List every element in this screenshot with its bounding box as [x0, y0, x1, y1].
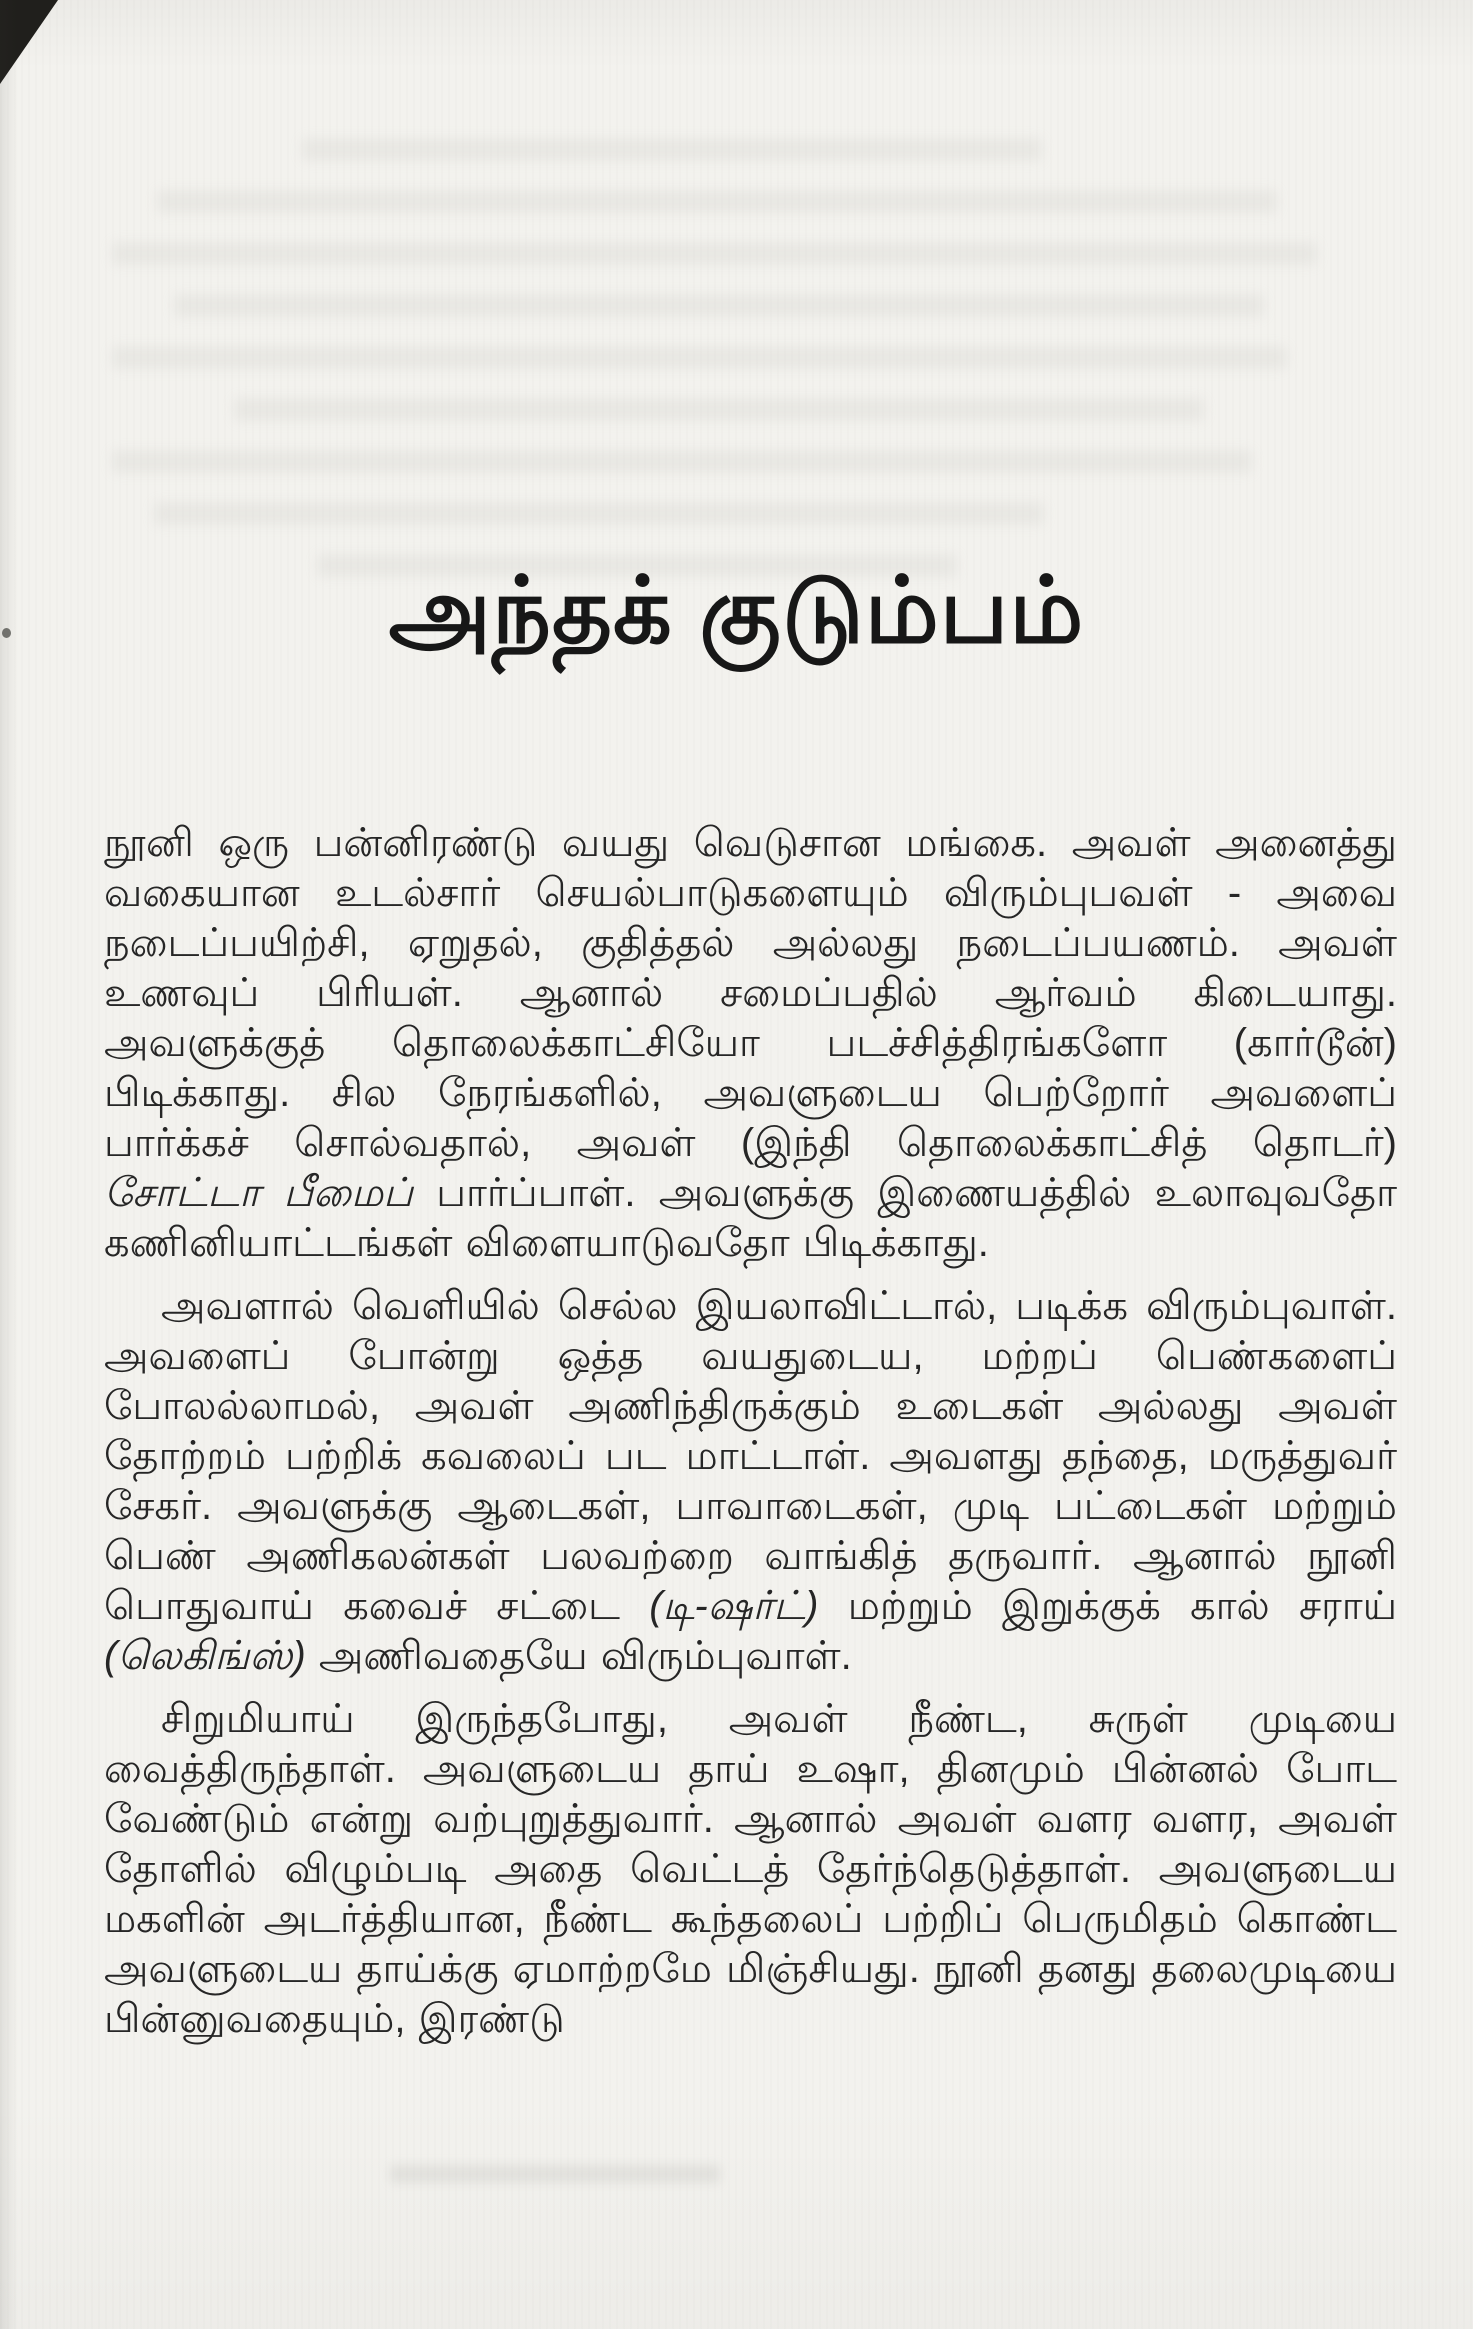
paragraph-3: சிறுமியாய் இருந்தபோது, அவள் நீண்ட, சுருள் முடியை வைத்திருந்தாள். அவளுடைய தாய் உஷா, தினமும் பின்னல் போட வேண்டும் என்று வற்புறுத்துவார். ஆனால் அவள் வளர வளர, அவள் தோளில் விழும்படி அதை வெட்டத் தேர்ந்தெடுத்தாள். அவளுடைய மகளின் அடர்த்தியான, நீண்ட கூந்தலைப் பற்றிப் பெருமிதம் கொண்ட அவளுடைய தாய்க்கு ஏமாற்றமே மிஞ்சியது. நூனி தனது தலைமுடியை பின்னுவதையும், இரண்டு — [104, 1697, 1397, 2041]
page-body — [104, 818, 1397, 2057]
showthrough-ghost-text-bottom — [390, 2165, 720, 2183]
paragraph-2: அவளால் வெளியில் செல்ல இயலாவிட்டால், படிக்க விரும்புவாள். அவளைப் போன்று ஒத்த வயதுடைய, மற்றப் பெண்களைப் போலல்லாமல், அவள் அணிந்திருக்கும் உடைகள் அல்லது அவள் தோற்றம் பற்றிக் கவலைப் பட மாட்டாள். அவளது தந்தை, மருத்துவர் சேகர். அவளுக்கு ஆடைகள், பாவாடைகள், முடி பட்டைகள் மற்றும் பெண் அணிகலன்கள் பலவற்றை வாங்கித் தருவார். ஆனால் நூனி பொதுவாய் கவைச் சட்டை (டி-ஷர்ட்) மற்றும் இறுக்குக் கால் சராய் (லெகிங்ஸ்) அணிவதையே விரும்புவாள். — [104, 1284, 1397, 1678]
page-left-edge-shadow — [0, 0, 18, 2329]
showthrough-ghost-text — [112, 138, 1367, 606]
chapter-title: அந்தக் குடும்பம் — [388, 560, 1085, 662]
paragraph-1: நூனி ஒரு பன்னிரண்டு வயது வெடுசான மங்கை. அவள் அனைத்து வகையான உடல்சார் செயல்பாடுகளையும் விரும்புபவள் - அவை நடைப்பயிற்சி, ஏறுதல், குதித்தல் அல்லது நடைப்பயணம். அவள் உணவுப் பிரியள். ஆனால் சமைப்பதில் ஆர்வம் கிடையாது. அவளுக்குத் தொலைக்காட்சியோ படச்சித்திரங்களோ (கார்டூன்) பிடிக்காது. சில நேரங்களில், அவளுடைய பெற்றோர் அவளைப் பார்க்கச் சொல்வதால், அவள் (இந்தி தொலைக்காட்சித் தொடர்) சோட்டா பீமைப் பார்ப்பாள். அவளுக்கு இணையத்தில் உலாவுவதோ கணினியாட்டங்கள் விளையாடுவதோ பிடிக்காது. — [104, 821, 1397, 1265]
